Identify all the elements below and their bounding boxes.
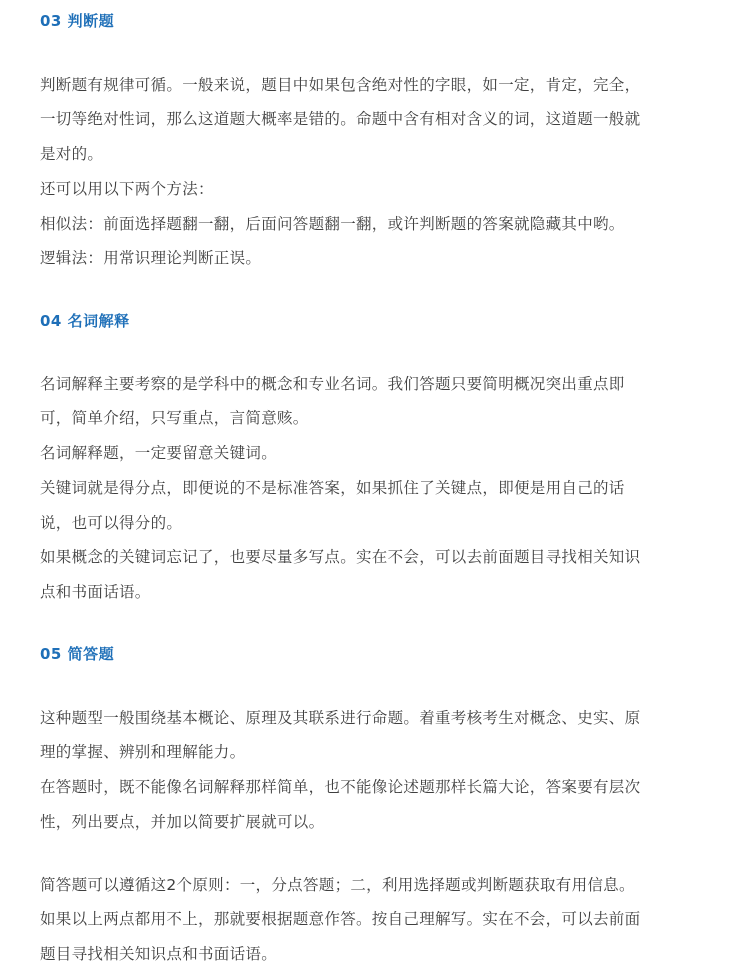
paragraph-line: 相似法：前面选择题翻一翻，后面问答题翻一翻，或许判断题的答案就隐藏其中哟。 (40, 215, 625, 233)
paragraph-line: 如果概念的关键词忘记了，也要尽量多写点。实在不会，可以去前面题目寻找相关知识 (40, 548, 641, 566)
paragraph-line: 逻辑法：用常识理论判断正误。 (40, 249, 262, 267)
paragraph-line: 可，简单介绍，只写重点，言简意赅。 (40, 409, 309, 427)
paragraph-line: 说，也可以得分的。 (40, 514, 183, 532)
paragraph-line: 这种题型一般围绕基本概论、原理及其联系进行命题。着重考核考生对概念、史实、原 (40, 709, 641, 727)
paragraph-line: 名词解释主要考察的是学科中的概念和专业名词。我们答题只要简明概况突出重点即 (40, 375, 625, 393)
paragraph-line: 性，列出要点，并加以简要扩展就可以。 (40, 813, 325, 831)
section-heading-short-answer: 05 简答题 (40, 645, 115, 663)
paragraph-line: 是对的。 (40, 145, 104, 163)
paragraph-line: 关键词就是得分点，即便说的不是标准答案，如果抓住了关键点，即便是用自己的话 (40, 479, 625, 497)
paragraph-line: 名词解释题，一定要留意关键词。 (40, 444, 278, 462)
paragraph-line: 简答题可以遵循这2个原则：一，分点答题；二，利用选择题或判断题获取有用信息。 (40, 876, 635, 894)
section-heading-term-explanation: 04 名词解释 (40, 312, 130, 330)
paragraph-line: 如果以上两点都用不上，那就要根据题意作答。按自己理解写。实在不会，可以去前面 (40, 910, 641, 928)
paragraph-line: 还可以用以下两个方法： (40, 180, 214, 198)
paragraph-line: 点和书面话语。 (40, 583, 151, 601)
paragraph-line: 题目寻找相关知识点和书面话语。 (40, 945, 278, 963)
paragraph-line: 在答题时，既不能像名词解释那样简单，也不能像论述题那样长篇大论，答案要有层次 (40, 778, 641, 796)
paragraph-line: 一切等绝对性词，那么这道题大概率是错的。命题中含有相对含义的词，这道题一般就 (40, 110, 641, 128)
paragraph-line: 理的掌握、辨别和理解能力。 (40, 743, 246, 761)
section-heading-judgment: 03 判断题 (40, 12, 115, 30)
paragraph-line: 判断题有规律可循。一般来说，题目中如果包含绝对性的字眼，如一定，肯定，完全， (40, 76, 641, 94)
